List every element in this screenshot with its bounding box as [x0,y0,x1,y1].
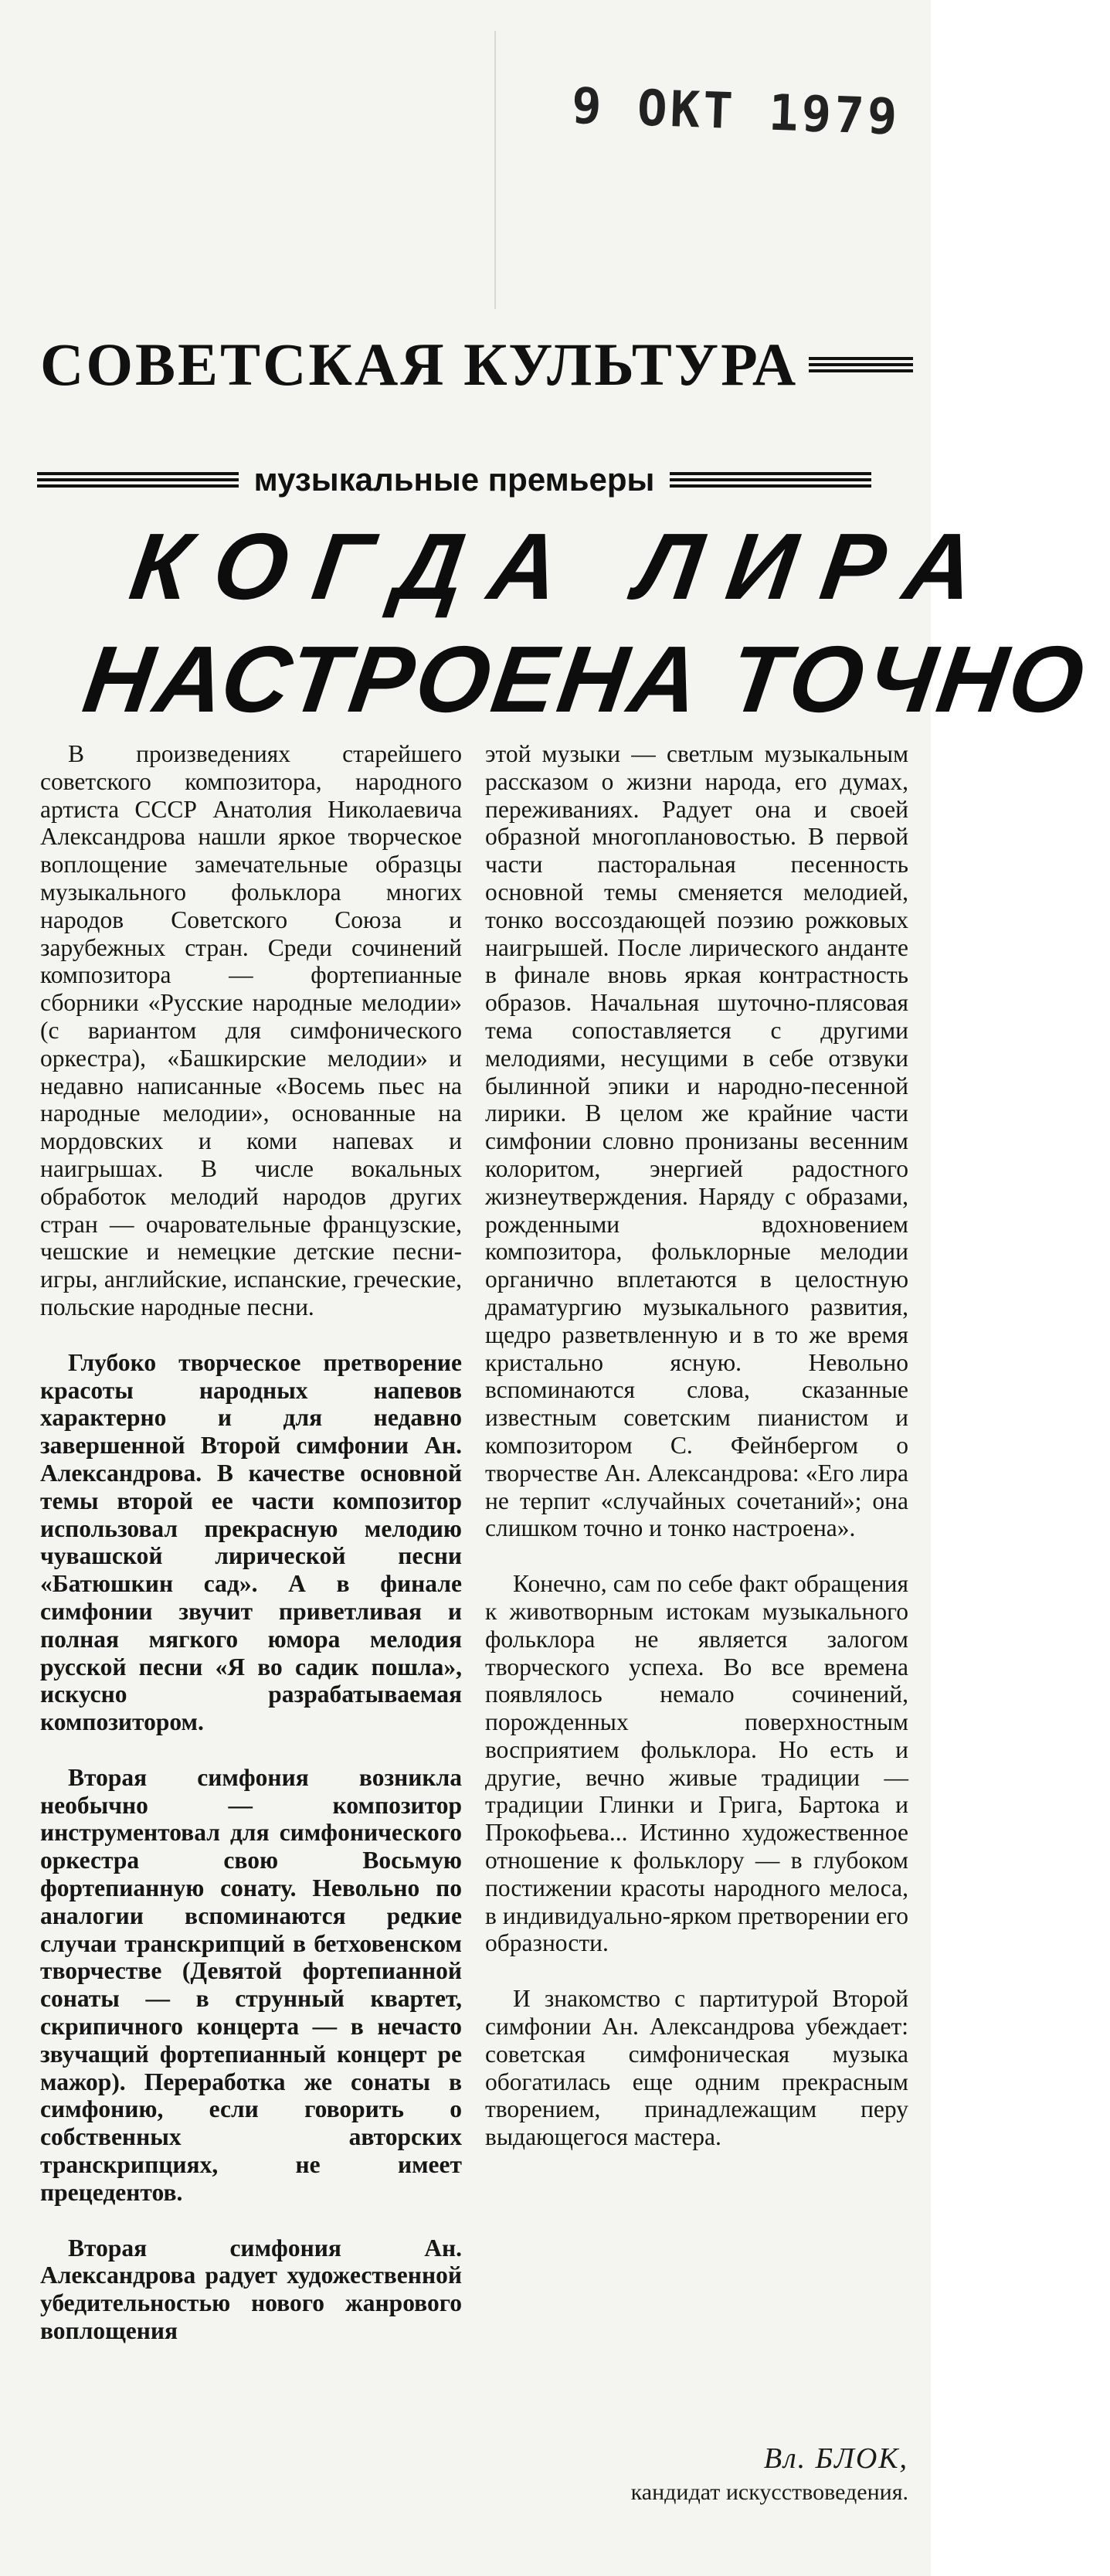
rubric-rule-left [37,472,239,488]
paragraph: Конечно, сам по себе факт обращения к животворным истокам музыкального фольклора не является залогом творческого успеха. Во все времена появлялось немало сочинений, порожденных поверхностным восприятием фольклора. Но есть и другие, вечно живые традиции — традиции Глинки и Грига, Бартока и Прокофьева... Истинно художественное отношение к фольклору — в глубоком постижении красоты народного мелоса, в индивидуально-ярком претворении его образности. [485,1570,908,1957]
author-signature [485,2440,908,2508]
headline-line-1: КОГДА ЛИРА [124,514,1007,619]
paragraph: Глубоко творческое претворение красоты народных напевов характерно и для недавно завершенной Второй симфонии Ан. Александрова. В качестве основной темы второй ее части композитор использовал прекрасную мелодию чувашской лирической песни «Батюшкин сад». А в финале симфонии звучит приветливая и полная мягкого юмора мелодия русской песни «Я во садик пошла», искусно разрабатываемая композитором. [40,1348,462,1736]
paper-fold-mark [494,31,496,309]
author-name: Вл. БЛОК, [763,2442,908,2475]
rubric [37,460,871,499]
date-stamp: 9 ОКТ 1979 [570,77,901,147]
rubric-rule-right [670,472,871,488]
rubric-label: музыкальные премьеры [253,461,655,498]
article-headline [76,510,1094,736]
paragraph: этой музыки — светлым музыкальным рассказом о жизни народа, его думах, переживаниях. Радует она и своей образной многоплановостью. В первой части пасторальная песенность основной темы сменяется мелодией, тонко воссоздающей поэзию рожковых наигрышей. После лирического анданте в финале вновь яркая контрастность образов. Начальная шуточно-плясовая тема сопоставляется с другими мелодиями, несущими в себе отзвуки былинной эпики и народно-песенной лирики. В целом же крайние части симфонии словно пронизаны весенним колоритом, энергией радостного жизнеутверждения. Наряду с образами, рожденными вдохновением композитора, фольклорные мелодии органично вплетаются в целостную драматургию музыкального развития, щедро разветвленную и в то же время кристально ясную. Невольно вспоминаются слова, сказанные известным советским пианистом и композитором С. Фейнбергом о творчестве Ан. Александрова: «Его лира не терпит «случайных сочетаний»; она слишком точно и тонко настроена». [485,740,908,1542]
article-column-right [485,740,908,2179]
masthead-rule [809,357,913,372]
author-title: кандидат искусствоведения. [630,2479,908,2505]
masthead [40,331,913,398]
paragraph: И знакомство с партитурой Второй симфонии Ан. Александрова убеждает: советская симфоническая музыка обогатилась еще одним прекрасным творением, принадлежащим перу выдающегося мастера. [485,1985,908,2151]
paragraph: Вторая симфония Ан. Александрова радует художественной убедительностью нового жанрового воплощения [40,2234,462,2345]
newspaper-title: СОВЕТСКАЯ КУЛЬТУРА [40,331,799,398]
paragraph: Вторая симфония возникла необычно — композитор инструментовал для симфонического оркестра свою Восьмую фортепианную сонату. Невольно по аналогии вспоминаются редкие случаи транскрипций в бетховенском творчестве (Девятой фортепианной сонаты — в струнный квартет, скрипичного концерта — в нечасто звучащий фортепианный концерт ре мажор). Переработка же сонаты в симфонию, если говорить о собственных авторских транскрипциях, не имеет прецедентов. [40,1763,462,2206]
article-column-left [40,740,462,2373]
paragraph: В произведениях старейшего советского композитора, народного артиста СССР Анатолия Николаевича Александрова нашли яркое творческое воплощение замечательные образцы музыкального фольклора многих народов Советского Союза и зарубежных стран. Среди сочинений композитора — фортепианные сборники «Русские народные мелодии» (с вариантом для симфонического оркестра), «Башкирские мелодии» и недавно написанные «Восемь пьес на народные мелодии», основанные на мордовских и коми напевах и наигрышах. В числе вокальных обработок мелодий народов других стран — очаровательные французские, чешские и немецкие детские песни-игры, английские, испанские, греческие, польские народные песни. [40,740,462,1320]
headline-line-2: НАСТРОЕНА ТОЧНО [77,627,1094,732]
